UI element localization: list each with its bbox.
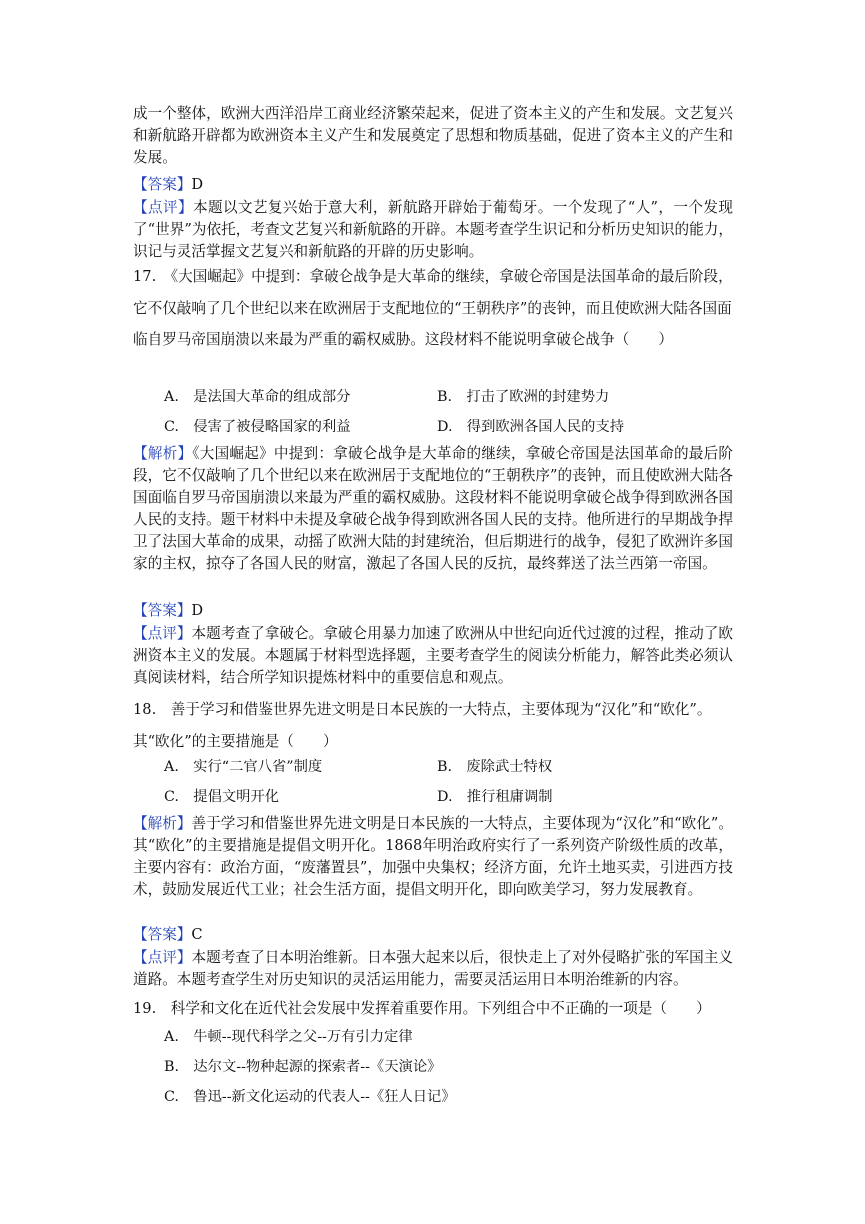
q19-stem: 19. 科学和文化在近代社会发展中发挥着重要作用。下列组合中不正确的一项是（ ） (133, 1000, 711, 1017)
q19-option-b: B. 达尔文--物种起源的探索者--《天演论》 (164, 1059, 442, 1075)
q17-option-a: A. 是法国大革命的组成部分 (164, 389, 351, 405)
q18-option-b: B. 废除武士特权 (437, 759, 553, 775)
q16-comment: 【点评】本题以文艺复兴始于意大利，新航路开辟始于葡萄牙。一个发现了“人”，一个发现了“世界”为依托，考查文艺复兴和新航路的开辟。本题考查学生识记和分析历史知识的能力，识记与灵活掌握文艺复兴和新航路的开辟的历史影响。 (133, 199, 733, 260)
comment-tag: 【点评】 (133, 625, 192, 642)
comment-tag: 【点评】 (133, 199, 193, 216)
q19-option-a: A. 牛顿--现代科学之父--万有引力定律 (164, 1029, 413, 1045)
q18-option-a: A. 实行“二官八省”制度 (164, 759, 323, 775)
comment-tag: 【点评】 (133, 949, 192, 966)
q18-stem: 18. 善于学习和借鉴世界先进文明是日本民族的一大特点，主要体现为“汉化”和“欧化”。其“欧化”的主要措施是（ ） (133, 701, 712, 750)
q18-analysis: 【解析】善于学习和借鉴世界先进文明是日本民族的一大特点，主要体现为“汉化”和“欧化”。其“欧化”的主要措施是提倡文明开化。1868年明治政府实行了一系列资产阶级性质的改革，主要内容有：政治方面，“废藩置县”，加强中央集权；经济方面，允许土地买卖，引进西方技术，鼓励发展近代工业；社会生活方面，提倡文明开化，即向欧美学习，努力发展教育。 (133, 815, 733, 898)
answer-tag: 【答案】 (133, 602, 192, 619)
q17-stem: 17. 《大国崛起》中提到：拿破仑战争是大革命的继续，拿破仑帝国是法国革命的最后阶段，它不仅敲响了几个世纪以来在欧洲居于支配地位的“王朝秩序”的丧钟，而且使欧洲大陆各国面临自罗马帝国崩溃以来最为严重的霸权威胁。这段材料不能说明拿破仑战争（ ） (133, 268, 733, 348)
q17-option-c: C. 侵害了被侵略国家的利益 (164, 419, 351, 435)
q18-option-d: D. 推行租庸调制 (437, 789, 553, 805)
q17-option-b: B. 打击了欧洲的封建势力 (437, 389, 610, 405)
q17-answer: 【答案】D (133, 602, 204, 619)
q17-option-d: D. 得到欧洲各国人民的支持 (437, 419, 625, 435)
q16-analysis-continuation: 成一个整体，欧洲大西洋沿岸工商业经济繁荣起来，促进了资本主义的产生和发展。文艺复兴和新航路开辟都为欧洲资本主义产生和发展奠定了思想和物质基础，促进了资本主义的产生和发展。 (133, 105, 733, 166)
q18-option-c: C. 提倡文明开化 (164, 789, 280, 805)
q16-answer: 【答案】D (133, 176, 204, 193)
answer-tag: 【答案】 (133, 176, 192, 193)
q18-comment: 【点评】本题考查了日本明治维新。日本强大起来以后，很快走上了对外侵略扩张的军国主义道路。本题考查学生对历史知识的灵活运用能力，需要灵活运用日本明治维新的内容。 (133, 949, 733, 988)
answer-tag: 【答案】 (133, 926, 192, 943)
q17-comment: 【点评】本题考查了拿破仑。拿破仑用暴力加速了欧洲从中世纪向近代过渡的过程，推动了欧洲资本主义的发展。本题属于材料型选择题，主要考查学生的阅读分析能力，解答此类必须认真阅读材料，结合所学知识提炼材料中的重要信息和观点。 (133, 625, 733, 686)
q17-analysis: 【解析】《大国崛起》中提到：拿破仑战争是大革命的继续，拿破仑帝国是法国革命的最后阶段，它不仅敲响了几个世纪以来在欧洲居于支配地位的“王朝秩序”的丧钟，而且使欧洲大陆各国面临自罗马帝国崩溃以来最为严重的霸权威胁。这段材料不能说明拿破仑战争得到欧洲各国人民的支持。题干材料中未提及拿破仑战争得到欧洲各国人民的支持。他所进行的早期战争捍卫了法国大革命的成果，动摇了欧洲大陆的封建统治，但后期进行的战争，侵犯了欧洲许多国家的主权，掠夺了各国人民的财富，激起了各国人民的反抗，最终葬送了法兰西第一帝国。 (133, 445, 733, 572)
q19-option-c: C. 鲁迅--新文化运动的代表人--《狂人日记》 (164, 1089, 456, 1105)
analysis-tag: 【解析】 (133, 445, 193, 462)
q18-answer: 【答案】C (133, 926, 203, 943)
analysis-tag: 【解析】 (133, 815, 192, 832)
